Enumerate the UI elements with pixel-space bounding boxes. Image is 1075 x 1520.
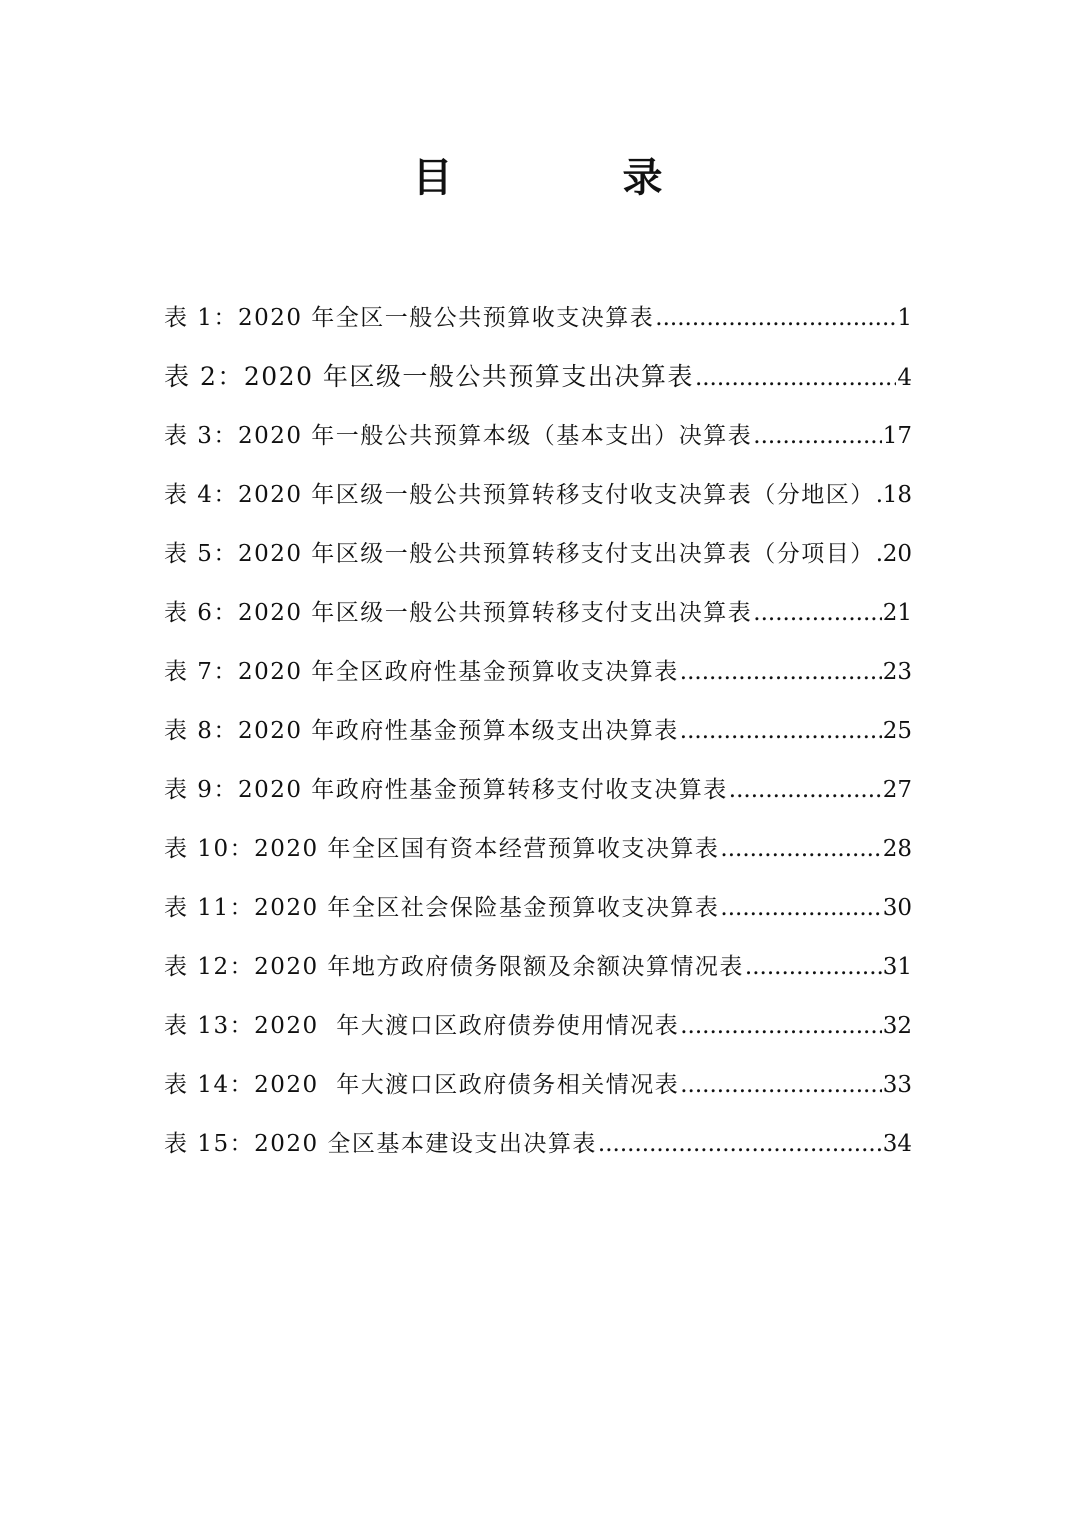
toc-entry-page: 21 <box>882 600 912 626</box>
toc-entry[interactable] <box>164 1004 912 1063</box>
toc-entry-text: 表 8：2020 年政府性基金预算本级支出决算表 <box>164 718 679 744</box>
dot-leader <box>745 945 882 989</box>
toc-entry-text: 表 13：2020 年大渡口区政府债券使用情况表 <box>164 1013 680 1039</box>
toc-entry[interactable] <box>164 945 912 1004</box>
toc-entry[interactable] <box>164 414 912 473</box>
toc-entry-page: 27 <box>882 777 912 803</box>
toc-entry-page: 34 <box>882 1131 912 1157</box>
toc-entry[interactable] <box>164 1122 912 1181</box>
dot-leader <box>876 532 882 576</box>
dot-leader <box>680 1004 881 1048</box>
toc-entry-text: 表 11：2020 年全区社会保险基金预算收支决算表 <box>164 895 720 921</box>
toc-entry-page: 28 <box>882 836 912 862</box>
toc-entry-page: 33 <box>882 1072 912 1098</box>
toc-entry-text: 表 2：2020 年区级一般公共预算支出决算表 <box>164 362 694 391</box>
toc-entry-text: 表 9：2020 年政府性基金预算转移支付收支决算表 <box>164 777 728 803</box>
toc-entry-text: 表 14：2020 年大渡口区政府债务相关情况表 <box>164 1072 680 1098</box>
dot-leader <box>720 886 881 930</box>
page-title: 目 录 <box>412 154 741 201</box>
toc-entry-page: 20 <box>882 541 912 567</box>
toc-entry[interactable] <box>164 532 912 591</box>
toc-entry-page: 23 <box>882 659 912 685</box>
toc-entry-page: 25 <box>882 718 912 744</box>
toc-entry-page: 1 <box>897 305 912 331</box>
toc-entry-page: 17 <box>882 423 912 449</box>
table-of-contents <box>164 296 912 1181</box>
toc-entry-text: 表 10：2020 年全区国有资本经营预算收支决算表 <box>164 836 720 862</box>
toc-entry-text: 表 15：2020 全区基本建设支出决算表 <box>164 1131 597 1157</box>
dot-leader <box>753 414 881 458</box>
dot-leader <box>655 296 896 340</box>
toc-entry-text: 表 4：2020 年区级一般公共预算转移支付收支决算表（分地区） <box>164 482 875 508</box>
toc-entry[interactable] <box>164 296 912 355</box>
toc-entry-page: 18 <box>882 482 912 508</box>
toc-entry-text: 表 6：2020 年区级一般公共预算转移支付支出决算表 <box>164 600 753 626</box>
dot-leader <box>695 356 896 400</box>
toc-entry[interactable] <box>164 709 912 768</box>
toc-entry-text: 表 12：2020 年地方政府债务限额及余额决算情况表 <box>164 954 744 980</box>
toc-entry[interactable] <box>164 591 912 650</box>
dot-leader <box>720 827 881 871</box>
toc-entry-text: 表 7：2020 年全区政府性基金预算收支决算表 <box>164 659 679 685</box>
toc-entry-page: 4 <box>897 365 912 391</box>
dot-leader <box>753 591 881 635</box>
dot-leader <box>680 1063 881 1107</box>
dot-leader <box>680 709 882 753</box>
dot-leader <box>729 768 882 812</box>
toc-entry-page: 32 <box>882 1013 912 1039</box>
toc-entry[interactable] <box>164 473 912 532</box>
dot-leader <box>680 650 882 694</box>
dot-leader <box>876 473 882 517</box>
toc-entry[interactable] <box>164 886 912 945</box>
toc-entry[interactable] <box>164 827 912 886</box>
toc-entry[interactable] <box>164 650 912 709</box>
toc-entry-text: 表 5：2020 年区级一般公共预算转移支付支出决算表（分项目） <box>164 541 875 567</box>
toc-entry-page: 30 <box>882 895 912 921</box>
toc-entry[interactable] <box>164 355 912 414</box>
dot-leader <box>598 1122 882 1166</box>
toc-entry-page: 31 <box>882 954 912 980</box>
toc-entry[interactable] <box>164 768 912 827</box>
toc-entry-text: 表 3：2020 年一般公共预算本级（基本支出）决算表 <box>164 423 753 449</box>
toc-entry-text: 表 1：2020 年全区一般公共预算收支决算表 <box>164 305 655 331</box>
toc-entry[interactable] <box>164 1063 912 1122</box>
